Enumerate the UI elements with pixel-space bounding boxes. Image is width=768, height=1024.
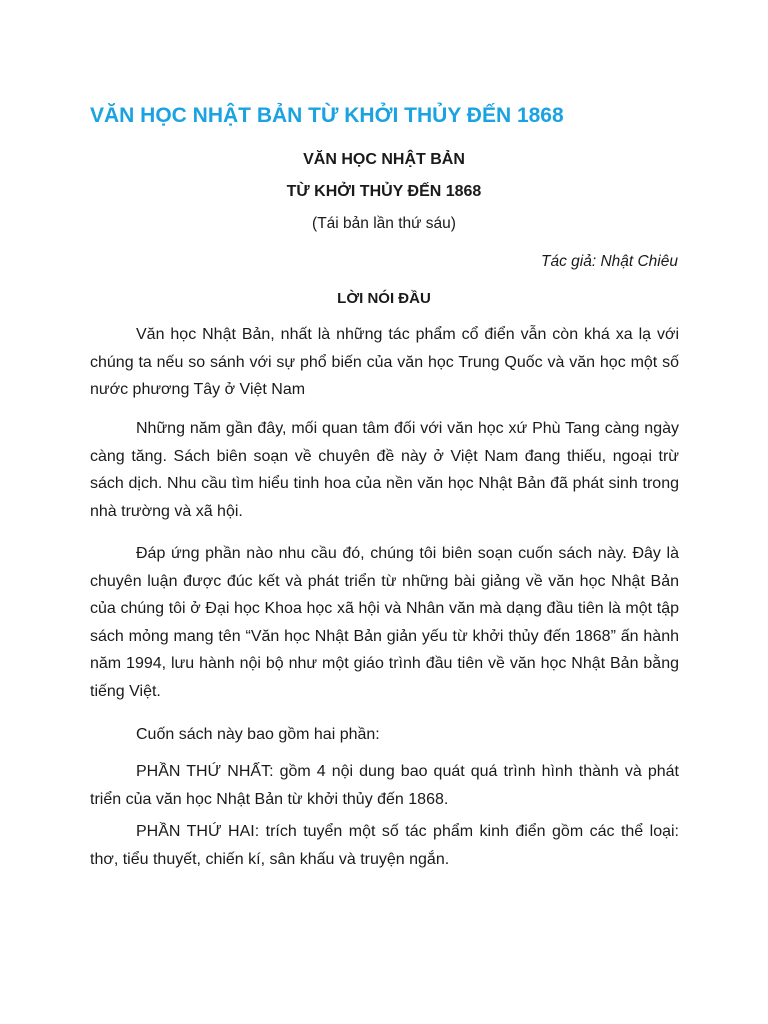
document-heading: VĂN HỌC NHẬT BẢN TỪ KHỞI THỦY ĐẾN 1868 [90,104,564,127]
edition-note: (Tái bản lần thứ sáu) [312,215,456,232]
paragraph-text: Đáp ứng phần nào nhu cầu đó, chúng tôi biên soạn cuốn sách này. Đây là chuyên luận được đúc kết và phát triển từ những bài giảng về văn học Nhật Bản của chúng tôi ở Đại học Khoa học xã hội và Nhân văn mà dạng đầu tiên là một tập sách mỏng mang tên “Văn học Nhật Bản giản yếu từ khởi thủy đến 1868” ấn hành năm 1994, lưu hành nội bộ như một giáo trình đầu tiên về văn học Nhật Bản bằng tiếng Việt. [90,545,679,700]
paragraph-1 [90,321,679,404]
paragraph-2 [90,415,679,525]
book-title-line-1: VĂN HỌC NHẬT BẢN [303,151,465,168]
paragraph-text: Văn học Nhật Bản, nhất là những tác phẩm cổ điển vẫn còn khá xa lạ với chúng ta nếu so sánh với sự phổ biến của văn học Trung Quốc và văn học một số nước phương Tây ở Việt Nam [90,326,679,398]
paragraph-text: Những năm gần đây, mối quan tâm đối với văn học xứ Phù Tang càng ngày càng tăng. Sách biên soạn về chuyên đề này ở Việt Nam đang thiếu, ngoại trừ sách dịch. Nhu cầu tìm hiểu tinh hoa của nền văn học Nhật Bản đã phát sinh trong nhà trường và xã hội. [90,420,679,520]
paragraph-3 [90,540,679,705]
paragraph-text: Cuốn sách này bao gồm hai phần: [136,726,380,743]
paragraph-6 [90,818,679,873]
paragraph-text: PHẦN THỨ NHẤT: gồm 4 nội dung bao quát quá trình hình thành và phát triển của văn học Nhật Bản từ khởi thủy đến 1868. [90,763,679,808]
author-line: Tác giả: Nhật Chiêu [541,253,678,270]
paragraph-text: PHẦN THỨ HAI: trích tuyển một số tác phẩm kinh điển gồm các thể loại: thơ, tiểu thuyết, chiến kí, sân khấu và truyện ngắn. [90,823,679,868]
preface-title: LỜI NÓI ĐẦU [337,290,431,307]
paragraph-5 [90,758,679,813]
paragraph-4 [90,721,679,749]
book-title-line-2: TỪ KHỞI THỦY ĐẾN 1868 [286,183,482,200]
